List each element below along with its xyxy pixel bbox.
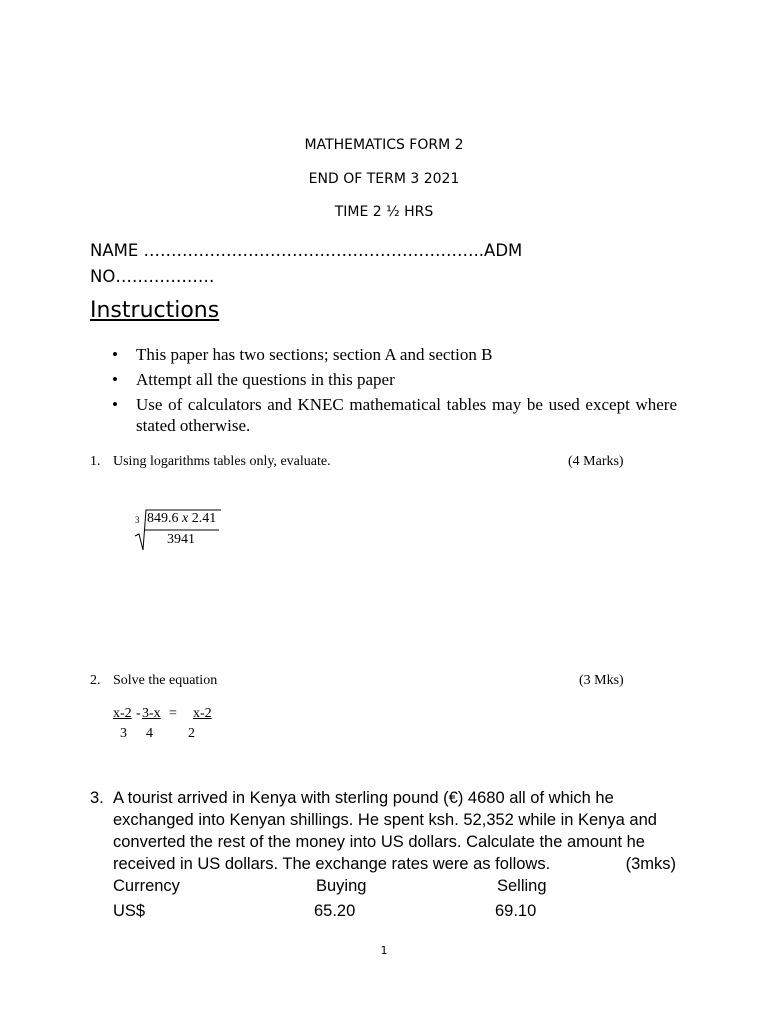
question-number: 3. <box>90 789 104 807</box>
instructions-list <box>112 344 677 440</box>
rates-table-header <box>113 875 680 897</box>
fraction-denominator: 3941 <box>167 532 195 547</box>
denominator-3: 2 <box>188 726 195 741</box>
question-text: A tourist arrived in Kenya with sterling pound (€) 4680 all of which he exchanged into Kenyan shillings. He spent ksh. 52,352 while in Kenya and converted the rest of the money into US dollars. Calculate the amount he received in US dollars. The exchange rates were as follows. <box>113 789 657 873</box>
question-marks: (3 Mks) <box>579 673 624 688</box>
question-number: 1. <box>90 454 101 469</box>
cell-currency: US$ <box>113 902 146 920</box>
q1-formula <box>133 506 233 556</box>
question-1 <box>90 454 630 470</box>
question-3 <box>90 787 680 922</box>
instruction-item <box>112 344 677 365</box>
question-number: 2. <box>90 673 101 688</box>
question-marks: (4 Marks) <box>568 454 624 469</box>
numerator-3: x-2 <box>193 706 212 721</box>
cell-selling: 69.10 <box>495 902 537 920</box>
instruction-item <box>112 369 677 390</box>
bullet-icon: • <box>112 395 118 414</box>
bullet-icon: • <box>112 370 118 389</box>
question-2 <box>90 673 630 689</box>
column-header-currency: Currency <box>113 877 180 895</box>
instruction-item <box>112 394 677 436</box>
numerator-2: 3-x <box>142 706 161 721</box>
denominator-1: 3 <box>120 726 127 741</box>
root-index: 3 <box>135 515 140 525</box>
adm-no-line: NO……………… <box>90 267 215 286</box>
question-text-block <box>113 787 680 875</box>
page-number: 1 <box>380 944 388 957</box>
bullet-icon: • <box>112 345 118 364</box>
instructions-heading: Instructions <box>90 298 220 323</box>
instruction-text: Attempt all the questions in this paper <box>136 370 395 389</box>
question-text: Using logarithms tables only, evaluate. <box>113 454 331 469</box>
fraction-numerator: 849.6 x 2.41 <box>147 511 217 526</box>
column-header-selling: Selling <box>497 877 547 895</box>
question-marks: (3mks) <box>625 855 676 873</box>
column-header-buying: Buying <box>316 877 367 895</box>
question-text: Solve the equation <box>113 673 218 688</box>
exam-subject-title: MATHEMATICS FORM 2 <box>304 137 464 153</box>
exam-term-title: END OF TERM 3 2021 <box>308 171 460 187</box>
denominator-2: 4 <box>146 726 153 741</box>
instruction-text: This paper has two sections; section A and section B <box>136 345 493 364</box>
name-adm-field <box>90 238 522 290</box>
cell-buying: 65.20 <box>314 902 356 920</box>
q2-equation <box>113 706 233 746</box>
name-adm-line: NAME ……………………………………………………..ADM <box>90 241 523 260</box>
equals-sign: = <box>169 706 177 721</box>
numerator-1: x-2 <box>113 706 132 721</box>
minus-sign: - <box>136 706 141 721</box>
table-row <box>113 900 680 922</box>
exam-duration: TIME 2 ½ HRS <box>334 204 434 220</box>
instruction-text: Use of calculators and KNEC mathematical tables may be used except where stated otherwise. <box>136 395 677 435</box>
